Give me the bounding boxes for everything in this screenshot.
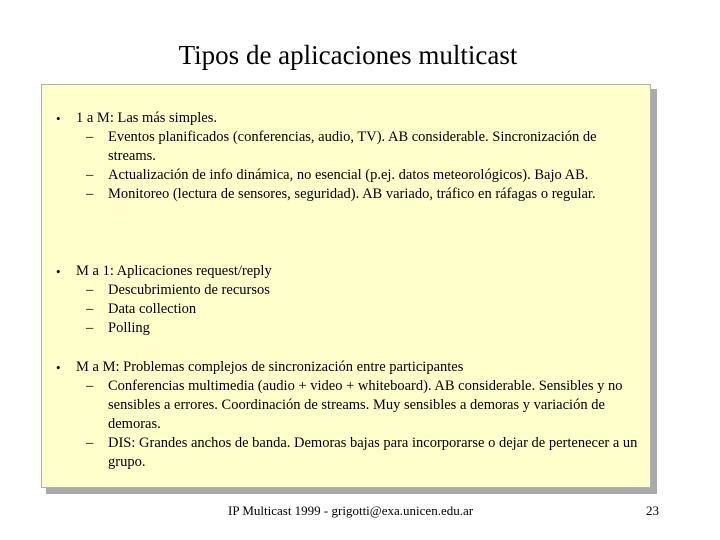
footer-text: IP Multicast 1999 - grigotti@exa.unicen.edu.ar (228, 503, 474, 518)
dash-glyph: – (86, 435, 94, 451)
bullet-item-m-a-1 (42, 262, 650, 338)
bullet-text: M a 1: Aplicaciones request/reply (76, 263, 272, 279)
bullet-glyph: • (56, 264, 61, 279)
sub-item-text: Polling (108, 320, 150, 336)
dash-glyph: – (86, 167, 94, 183)
sub-item (42, 128, 650, 166)
dash-glyph: – (86, 378, 94, 394)
sub-item (42, 319, 650, 338)
sub-item (42, 281, 650, 300)
dash-glyph: – (86, 129, 94, 145)
sub-item-text: Monitoreo (lectura de sensores, seguridad). AB variado, tráfico en ráfagas o regular. (108, 186, 596, 202)
bullet-item-m-a-m (42, 358, 650, 472)
bullet-glyph: • (56, 111, 61, 126)
sub-item-text: Data collection (108, 301, 197, 317)
bullet-glyph: • (56, 360, 61, 375)
dash-glyph: – (86, 282, 94, 298)
dash-glyph: – (86, 301, 94, 317)
sub-item-text: Conferencias multimedia (audio + video + whiteboard). AB considerable. Sensibles y no sensibles a errores. Coordinación de streams. Muy sensibles a demoras y variación de demoras. (108, 378, 623, 432)
sub-item (42, 377, 650, 434)
content-panel (41, 84, 651, 488)
bullet-item-1-a-m (42, 109, 650, 204)
sub-item-text: Eventos planificados (conferencias, audio, TV). AB considerable. Sincronización de streams. (108, 129, 597, 164)
dash-glyph: – (86, 186, 94, 202)
sub-item-text: Descubrimiento de recursos (108, 282, 270, 298)
slide-title: Tipos de aplicaciones multicast (178, 40, 518, 70)
bullet-text: 1 a M: Las más simples. (76, 110, 217, 126)
sub-item-text: DIS: Grandes anchos de banda. Demoras bajas para incorporarse o dejar de pertenecer a un grupo. (108, 435, 638, 470)
sub-item (42, 166, 650, 185)
bullet-text: M a M: Problemas complejos de sincronización entre participantes (76, 359, 464, 375)
sub-item-text: Actualización de info dinámica, no esencial (p.ej. datos meteorológicos). Bajo AB. (108, 167, 589, 183)
dash-glyph: – (86, 320, 94, 336)
sub-item (42, 185, 650, 204)
page-number: 23 (646, 503, 659, 518)
sub-item (42, 300, 650, 319)
sub-item (42, 434, 650, 472)
